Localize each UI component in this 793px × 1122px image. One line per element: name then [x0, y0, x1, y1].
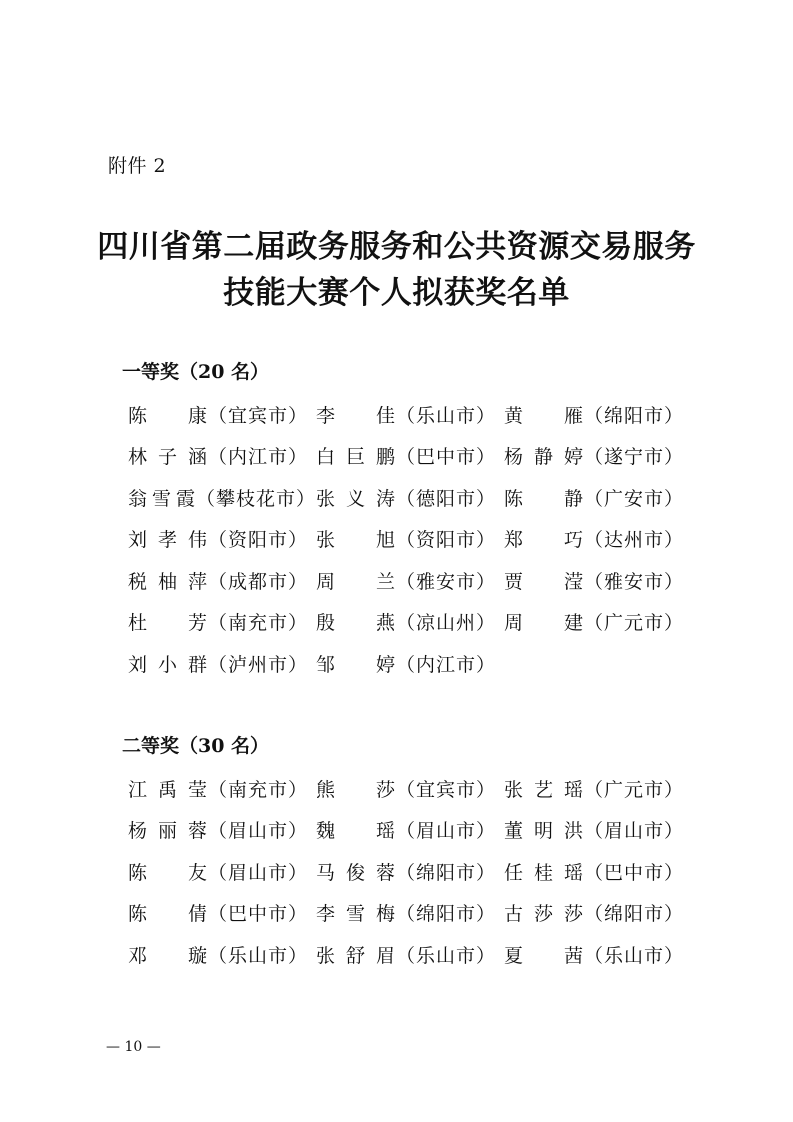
awardee-name: 陈友 [128, 861, 208, 884]
awardee-city: （南充市） [208, 612, 309, 635]
second-prize-section [122, 733, 702, 977]
awardee-city: （眉山市） [584, 820, 685, 843]
awardee-city: （乐山市） [208, 944, 309, 967]
awardee-city: （绵阳市） [584, 404, 685, 427]
awardee-name: 林子涵 [128, 446, 208, 469]
awardee-name: 白巨鹏 [316, 446, 396, 469]
awardee-entry [504, 894, 704, 936]
awardee-city: （雅安市） [396, 570, 497, 593]
awardee-name: 陈康 [128, 404, 208, 427]
awardee-name: 魏瑶 [316, 820, 396, 843]
awardee-name: 熊莎 [316, 778, 396, 801]
awardee-city: （绵阳市） [396, 861, 497, 884]
awardee-entry [128, 561, 316, 603]
page-number: — 10 — [106, 1039, 161, 1055]
awardee-entry [316, 894, 504, 936]
second-prize-list [128, 769, 702, 977]
document-title [0, 224, 793, 316]
awardee-city: （南充市） [208, 778, 309, 801]
awardee-name: 江禹莹 [128, 778, 208, 801]
awardee-city: （乐山市） [396, 944, 497, 967]
awardee-city: （眉山市） [396, 820, 497, 843]
first-prize-section [122, 359, 702, 686]
awardee-entry [504, 603, 704, 645]
attachment-label: 附件 2 [108, 155, 167, 177]
awardee-name: 黄雁 [504, 404, 584, 427]
awardee-name: 夏茜 [504, 944, 584, 967]
awardee-city: （眉山市） [208, 861, 309, 884]
awardee-city: （乐山市） [584, 944, 685, 967]
awardee-entry [504, 395, 704, 437]
awardee-name: 古莎莎 [504, 903, 584, 926]
awardee-city: （广元市） [584, 778, 685, 801]
awardee-name: 任桂瑶 [504, 861, 584, 884]
awardee-entry [128, 478, 316, 520]
awardee-name: 郑巧 [504, 529, 584, 552]
awardee-city: （眉山市） [208, 820, 309, 843]
awardee-name: 贾滢 [504, 570, 584, 593]
awardee-entry [504, 769, 704, 811]
awardee-city: （成都市） [208, 570, 309, 593]
awardee-entry [316, 395, 504, 437]
awardee-entry [316, 603, 504, 645]
awardee-entry [128, 935, 316, 977]
awardee-city: （遂宁市） [584, 446, 685, 469]
awardee-entry [504, 520, 704, 562]
awardee-city: （宜宾市） [396, 778, 497, 801]
awardee-city: （德阳市） [396, 487, 497, 510]
awardee-name: 陈倩 [128, 903, 208, 926]
awardee-entry [128, 644, 316, 686]
awardee-entry [128, 811, 316, 853]
awardee-entry [128, 852, 316, 894]
awardee-name: 张舒眉 [316, 944, 396, 967]
awardee-name: 马俊蓉 [316, 861, 396, 884]
awardee-city: （广元市） [584, 612, 685, 635]
title-line-1: 四川省第二届政务服务和公共资源交易服务 [97, 229, 696, 265]
awardee-name: 殷燕 [316, 612, 396, 635]
awardee-name: 翁雪霞 [128, 487, 196, 510]
awardee-name: 刘小群 [128, 653, 208, 676]
awardee-entry [128, 894, 316, 936]
awardee-entry [316, 811, 504, 853]
awardee-city: （绵阳市） [584, 903, 685, 926]
awardee-city: （巴中市） [396, 446, 497, 469]
awardee-entry [316, 561, 504, 603]
awardee-name: 税柚萍 [128, 570, 208, 593]
awardee-entry [128, 395, 316, 437]
awardee-city: （内江市） [208, 446, 309, 469]
first-prize-heading: 一等奖（20 名） [122, 361, 270, 383]
awardee-entry [504, 561, 704, 603]
awardee-city: （资阳市） [208, 529, 309, 552]
awardee-city: （资阳市） [396, 529, 497, 552]
awardee-name: 李雪梅 [316, 903, 396, 926]
first-prize-list [128, 395, 702, 686]
second-prize-heading: 二等奖（30 名） [122, 735, 270, 757]
awardee-city: （内江市） [396, 653, 497, 676]
awardee-name: 陈静 [504, 487, 584, 510]
awardee-name: 张义涛 [316, 487, 396, 510]
awardee-entry [316, 852, 504, 894]
awardee-city: （攀枝花市） [195, 487, 316, 510]
awardee-entry [128, 603, 316, 645]
awardee-city: （泸州市） [208, 653, 309, 676]
awardee-entry [316, 478, 504, 520]
awardee-city: （广安市） [584, 487, 685, 510]
awardee-entry [504, 852, 704, 894]
title-line-2: 技能大赛个人拟获奖名单 [223, 275, 570, 311]
awardee-name: 杜芳 [128, 612, 208, 635]
awardee-name: 杨丽蓉 [128, 820, 208, 843]
awardee-entry [504, 935, 704, 977]
awardee-name: 刘孝伟 [128, 529, 208, 552]
awardee-city: （巴中市） [584, 861, 685, 884]
awardee-city: （绵阳市） [396, 903, 497, 926]
awardee-entry [128, 769, 316, 811]
awardee-name: 周兰 [316, 570, 396, 593]
awardee-city: （宜宾市） [208, 404, 309, 427]
awardee-name: 张艺瑶 [504, 778, 584, 801]
awardee-name: 邓璇 [128, 944, 208, 967]
awardee-entry [128, 520, 316, 562]
awardee-name: 杨静婷 [504, 446, 584, 469]
awardee-name: 张旭 [316, 529, 396, 552]
awardee-city: （达州市） [584, 529, 685, 552]
awardee-city: （乐山市） [396, 404, 497, 427]
awardee-name: 董明洪 [504, 820, 584, 843]
awardee-city: （凉山州） [396, 612, 497, 635]
awardee-name: 邹婷 [316, 653, 396, 676]
awardee-entry [128, 437, 316, 479]
awardee-entry [316, 520, 504, 562]
awardee-entry [316, 769, 504, 811]
awardee-entry [316, 935, 504, 977]
awardee-entry [504, 478, 704, 520]
awardee-city: （巴中市） [208, 903, 309, 926]
awardee-city: （雅安市） [584, 570, 685, 593]
awardee-name: 周建 [504, 612, 584, 635]
awardee-entry [316, 437, 504, 479]
awardee-name: 李佳 [316, 404, 396, 427]
awardee-entry [504, 437, 704, 479]
awardee-entry [316, 644, 504, 686]
awardee-entry [504, 811, 704, 853]
